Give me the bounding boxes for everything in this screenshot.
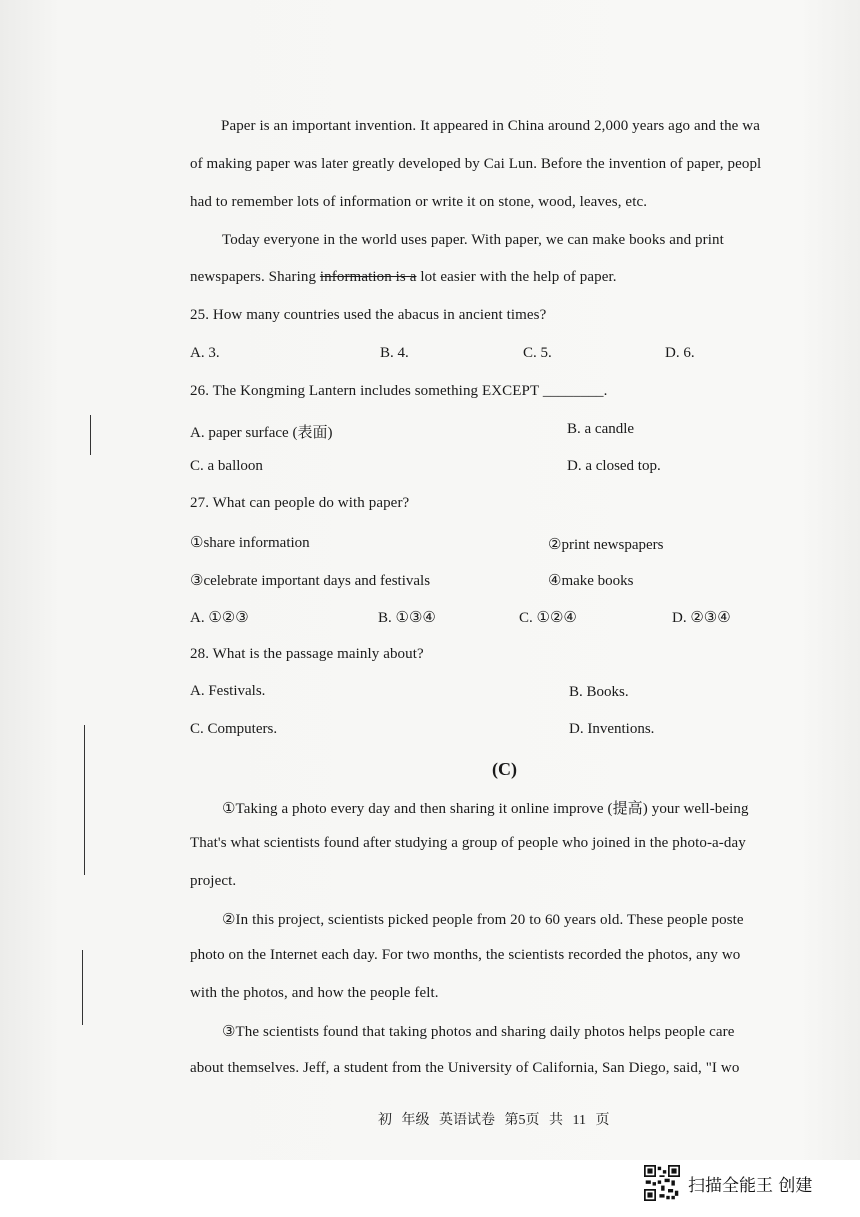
option-25-a: A. 3. <box>190 345 220 361</box>
option-28-d: D. Inventions. <box>569 721 655 737</box>
passage-text: lot easier with the help of paper. <box>416 269 617 285</box>
option-28-b: B. Books. <box>569 684 629 700</box>
question-stem-25: 25. How many countries used the abacus in ancient times? <box>190 307 547 323</box>
question-stem-26: 26. The Kongming Lantern includes something EXCEPT ________. <box>190 383 608 399</box>
question-stem-28: 28. What is the passage mainly about? <box>190 646 424 662</box>
passage-text: newspapers. Sharing <box>190 269 320 285</box>
option-28-c: C. Computers. <box>190 721 278 737</box>
option-27-d: D. ②③④ <box>672 610 731 626</box>
passage-line: ②In this project, scientists picked people from 20 to 60 years old. These people poste <box>222 912 744 928</box>
option-28-a: A. Festivals. <box>190 683 266 699</box>
statement-27-2: ②print newspapers <box>548 537 664 553</box>
margin-mark <box>90 415 91 455</box>
option-27-c: C. ①②④ <box>519 610 577 626</box>
passage-line: about themselves. Jeff, a student from the University of California, San Diego, said, "I wo <box>190 1060 740 1076</box>
question-stem-27: 27. What can people do with paper? <box>190 495 410 511</box>
option-26-b: B. a candle <box>567 421 635 437</box>
struck-text: information is a <box>319 269 417 285</box>
passage-line: of making paper was later greatly developed by Cai Lun. Before the invention of paper, peopl <box>190 156 762 172</box>
passage-line: with the photos, and how the people felt. <box>190 985 439 1001</box>
passage-line <box>190 269 617 286</box>
statement-27-4: ④make books <box>548 573 634 589</box>
passage-line: Today everyone in the world uses paper. With paper, we can make books and print <box>222 232 724 248</box>
passage-line: That's what scientists found after studying a group of people who joined in the photo-a-day <box>190 835 746 851</box>
option-25-b: B. 4. <box>380 345 409 361</box>
option-25-c: C. 5. <box>523 345 552 361</box>
statement-27-1: ①share information <box>190 535 310 551</box>
passage-line: ①Taking a photo every day and then sharing it online improve (提高) your well-being <box>222 801 749 817</box>
option-27-b: B. ①③④ <box>378 610 436 626</box>
option-25-d: D. 6. <box>665 345 695 361</box>
watermark-text: 扫描全能王 创建 <box>688 1175 813 1196</box>
passage-line: project. <box>190 873 237 889</box>
passage-line: ③The scientists found that taking photos and sharing daily photos helps people care <box>222 1024 735 1040</box>
passage-line: photo on the Internet each day. For two months, the scientists recorded the photos, any wo <box>190 947 741 963</box>
option-26-c: C. a balloon <box>190 458 263 474</box>
qr-code-icon <box>644 1165 680 1201</box>
margin-mark <box>84 725 85 875</box>
passage-line: had to remember lots of information or write it on stone, wood, leaves, etc. <box>190 194 648 210</box>
statement-27-3: ③celebrate important days and festivals <box>190 573 431 589</box>
option-26-d: D. a closed top. <box>567 458 661 474</box>
option-26-a: A. paper surface (表面) <box>190 425 333 441</box>
scanner-watermark <box>644 1163 812 1203</box>
page-footer: 初 年级 英语试卷 第5页 共 11 页 <box>378 1113 610 1128</box>
section-heading: (C) <box>492 759 517 779</box>
passage-line: Paper is an important invention. It appeared in China around 2,000 years ago and the wa <box>221 118 760 134</box>
margin-mark <box>82 950 83 1025</box>
option-27-a: A. ①②③ <box>190 610 249 626</box>
